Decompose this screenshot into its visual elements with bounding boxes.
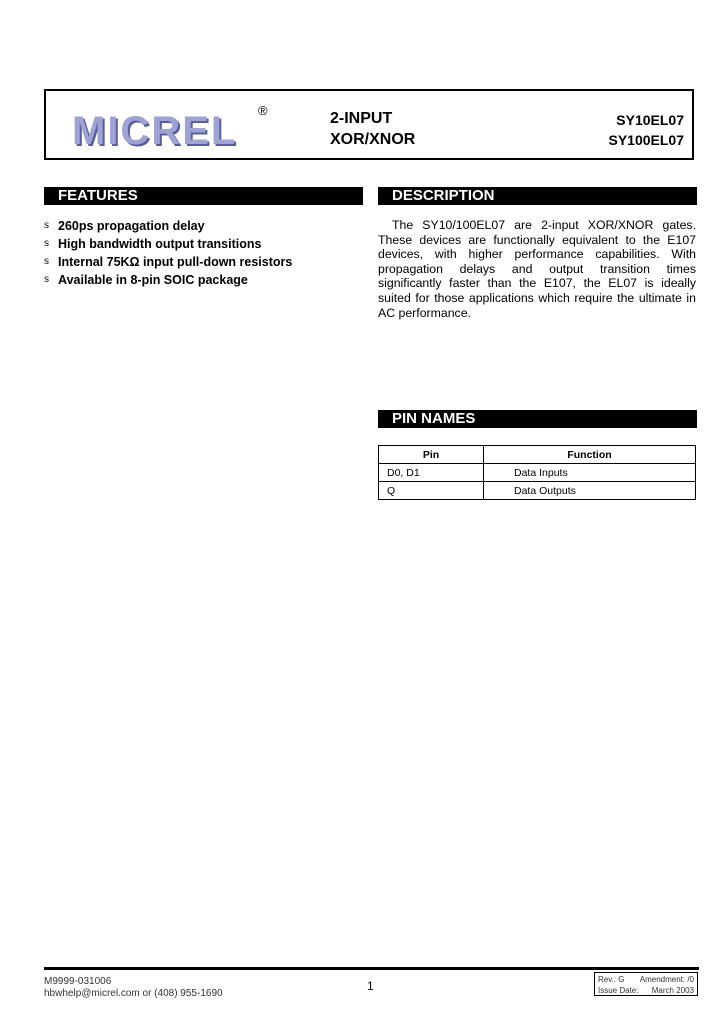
bullet: s	[44, 220, 50, 231]
table-header-row	[379, 446, 696, 464]
function-cell: Data Outputs	[484, 482, 696, 500]
feature-item	[44, 271, 292, 289]
issue-date: March 2003	[651, 986, 694, 995]
micrel-logo: MICREL	[72, 109, 238, 153]
registered-mark: ®	[258, 103, 268, 118]
feature-item	[44, 253, 292, 271]
feature-item	[44, 217, 292, 235]
column-header: Function	[484, 446, 696, 464]
table-row	[379, 464, 696, 482]
contact-info: hbwhelp@micrel.com or (408) 955-1690	[44, 988, 223, 999]
feature-text: High bandwidth output transitions	[58, 237, 262, 251]
feature-text: 260ps propagation delay	[58, 219, 205, 233]
bullet: s	[44, 256, 50, 267]
feature-item	[44, 235, 292, 253]
title-line: 2-INPUT	[330, 110, 393, 127]
footer-left	[44, 976, 223, 1000]
issue-label: Issue Date:	[598, 986, 639, 995]
features-list	[44, 217, 292, 289]
revision: Rev.: G	[598, 975, 625, 984]
title-line: XOR/XNOR	[330, 131, 416, 148]
table-row	[379, 482, 696, 500]
column-header: Pin	[379, 446, 484, 464]
function-cell: Data Inputs	[484, 464, 696, 482]
doc-title	[330, 108, 415, 150]
pin-cell: Q	[379, 482, 484, 500]
pin-names-heading: PIN NAMES	[378, 410, 697, 428]
description-heading: DESCRIPTION	[378, 187, 697, 205]
part-number: SY100EL07	[608, 132, 684, 148]
amendment: Amendment: /0	[639, 975, 694, 984]
feature-text: Available in 8-pin SOIC package	[58, 273, 248, 287]
feature-text: Internal 75KΩ input pull-down resistors	[58, 255, 293, 269]
header-box	[44, 89, 694, 160]
page-number: 1	[367, 979, 374, 993]
pin-names-table	[378, 445, 696, 500]
description-text: The SY10/100EL07 are 2-input XOR/XNOR gates. These devices are functionally equivalent to the E107 devices, with higher performance capabilities. With propagation delays and output transition times significantly faster than the E107, the EL07 is ideally suited for those applications which require the ultimate in AC performance.	[378, 218, 696, 320]
revision-box	[594, 972, 698, 996]
doc-number: M9999-031006	[44, 976, 112, 987]
features-heading: FEATURES	[44, 187, 363, 205]
part-numbers	[609, 110, 685, 150]
pin-cell: D0, D1	[379, 464, 484, 482]
footer-divider	[44, 967, 699, 970]
part-number: SY10EL07	[616, 112, 684, 128]
bullet: s	[44, 238, 50, 249]
bullet: s	[44, 274, 50, 285]
